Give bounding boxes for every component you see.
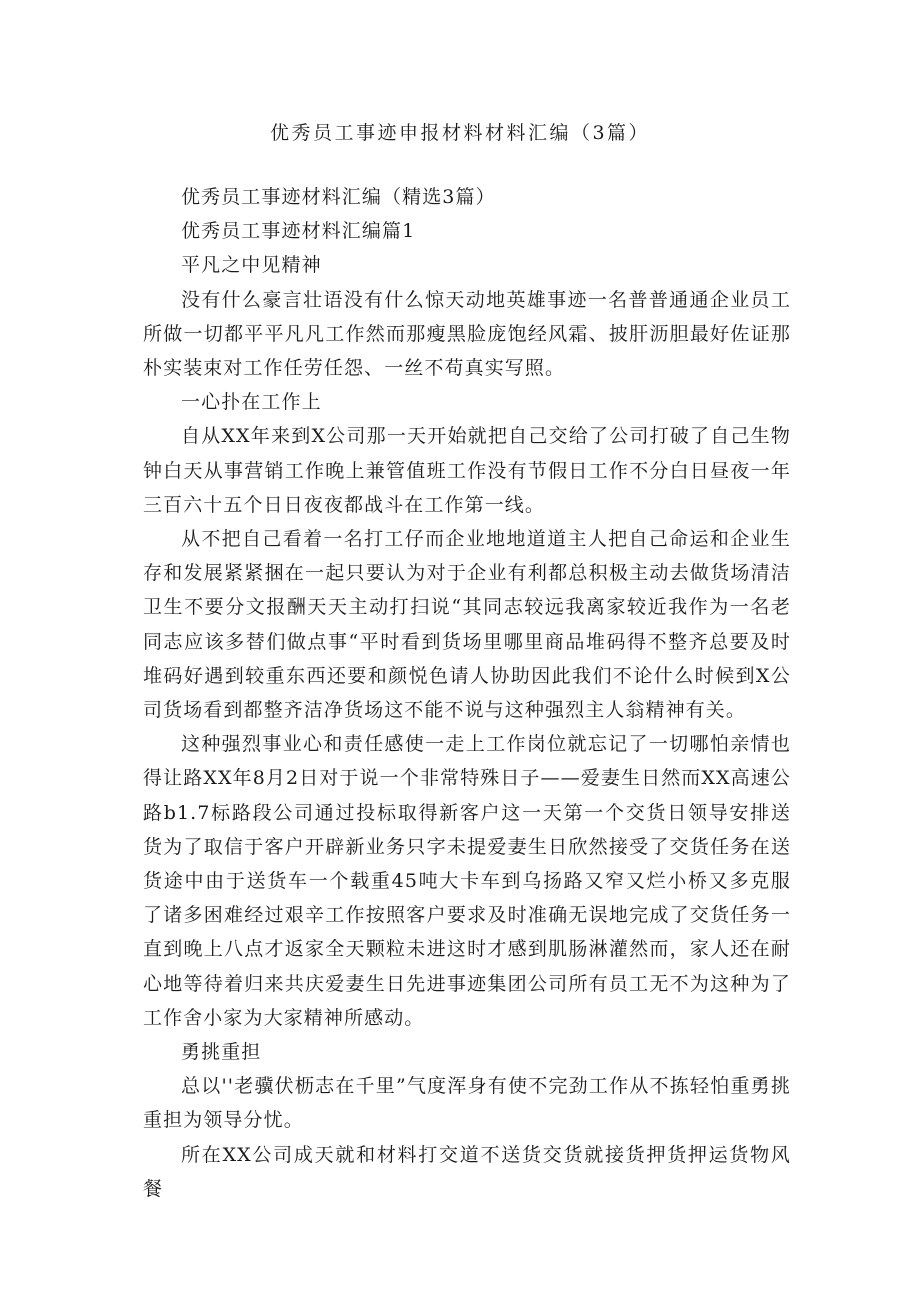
body-paragraph: 所在XX公司成天就和材料打交道不送货交货就接货押货押运货物风餐 [143,1143,791,1200]
subsection-heading: 勇挑重担 [181,1041,262,1064]
body-paragraph: 这种强烈事业心和责任感使一走上工作岗位就忘记了一切哪怕亲情也得让路XX年8月2日对于说一个非常特殊日子——爱妻生日然而XX高速公路b1.7标路段公司通过投标取得新客户这一天第一个交货日领导安排送货为了取信于客户开辟新业务只字未提爱妻生日欣然接受了交货任务在送货途中由于送货车一个载重45吨大卡车到乌扬路又窄又烂小桥又多克服了诸多困难经过艰辛工作按照客户要求及时准确无误地完成了交货任务一直到晚上八点才返家全天颗粒未进这时才感到肌肠淋灌然而，家人还在耐心地等待着归来共庆爱妻生日先进事迹集团公司所有员工无不为这种为了工作舍小家为大家精神所感动。 [143,733,791,1029]
subsection-heading: 平凡之中见精神 [181,254,322,277]
document-body [143,180,791,1206]
body-paragraph: 没有什么豪言壮语没有什么惊天动地英雄事迹一名普普通通企业员工所做一切都平平凡凡工作然而那瘦黑脸庞饱经风霜、披肝沥胆最好佐证那朴实装束对工作任劳任怨、一丝不苟真实写照。 [143,288,791,380]
document-title: 优秀员工事迹申报材料材料汇编（3篇） [269,122,651,144]
body-paragraph: 总以''老骥伏枥志在千里”气度浑身有使不完劲工作从不拣轻怕重勇挑重担为领导分忧。 [143,1075,791,1132]
subtitle-paragraph: 优秀员工事迹材料汇编（精选3篇） [181,186,496,208]
body-paragraph: 从不把自己看着一名打工仔而企业地地道道主人把自己命运和企业生存和发展紧紧捆在一起只要认为对于企业有利都总积极主动去做货场清洁卫生不要分文报酬天天主动打扫说“其同志较远我离家较近我作为一名老同志应该多替们做点事“平时看到货场里哪里商品堆码得不整齐总要及时堆码好遇到较重东西还要和颜悦色请人协助因此我们不论什么时候到X公司货场看到都整齐洁净货场这不能不说与这种强烈主人翁精神有关。 [143,528,791,722]
subsection-heading: 一心扑在工作上 [181,391,322,414]
body-paragraph: 自从XX年来到X公司那一天开始就把自己交给了公司打破了自己生物钟白天从事营销工作晚上兼管值班工作没有节假日工作不分白日昼夜一年三百六十五个日日夜夜都战斗在工作第一线。 [143,425,791,516]
section-heading: 优秀员工事迹材料汇编篇1 [181,220,416,243]
